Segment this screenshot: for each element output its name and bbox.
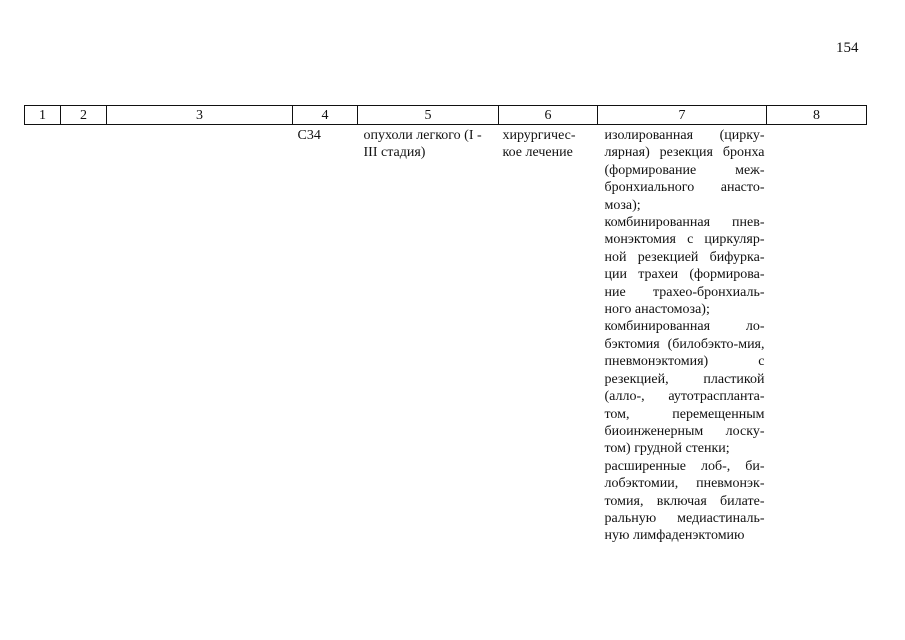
cell-col2 [61,125,107,545]
header-cell-2: 2 [61,106,107,125]
header-row [25,106,867,125]
procedures-cell [598,125,767,545]
procedure-item: изолированная (цирку-лярная) резекция бронха (формирование меж-бронхиального анасто-моза); [604,128,765,213]
procedure-item: комбинированная ло-бэктомия (билобэкто-мия, пневмонэктомия) с резекцией, пластикой (алло-, аутотрасплантa-том, перемещенным биоинженерным лоску-том) грудной стенки; [604,319,765,457]
header-cell-3: 3 [107,106,293,125]
procedure-item: комбинированная пнев-монэктомия с циркуляр-ной резекцией бифурка-ции трахеи (формирова-ние трахео-бронхиаль-ного анастомоза); [604,215,765,318]
header-cell-6: 6 [499,106,598,125]
header-cell-7: 7 [598,106,767,125]
page-number: 154 [836,40,859,56]
procedure-item: расширенные лоб-, би-лобэктомии, пневмонэк-томия, включая билате-ральную медиастиналь-ную лимфаденэктомию [604,458,765,544]
cell-col8 [767,125,867,545]
cell-col1 [25,125,61,545]
table-row [25,125,867,545]
treatment-type-cell: хирургичес-кое лечение [502,128,576,161]
diagnosis-cell: опухоли легкого (I - III стадия) [363,128,482,161]
cell-col3 [107,125,293,545]
header-cell-4: 4 [293,106,358,125]
table-header [25,106,867,125]
procedures-table [24,105,867,545]
header-cell-1: 1 [25,106,61,125]
header-cell-8: 8 [767,106,867,125]
icd-code-cell: C34 [297,128,321,143]
header-cell-5: 5 [358,106,499,125]
